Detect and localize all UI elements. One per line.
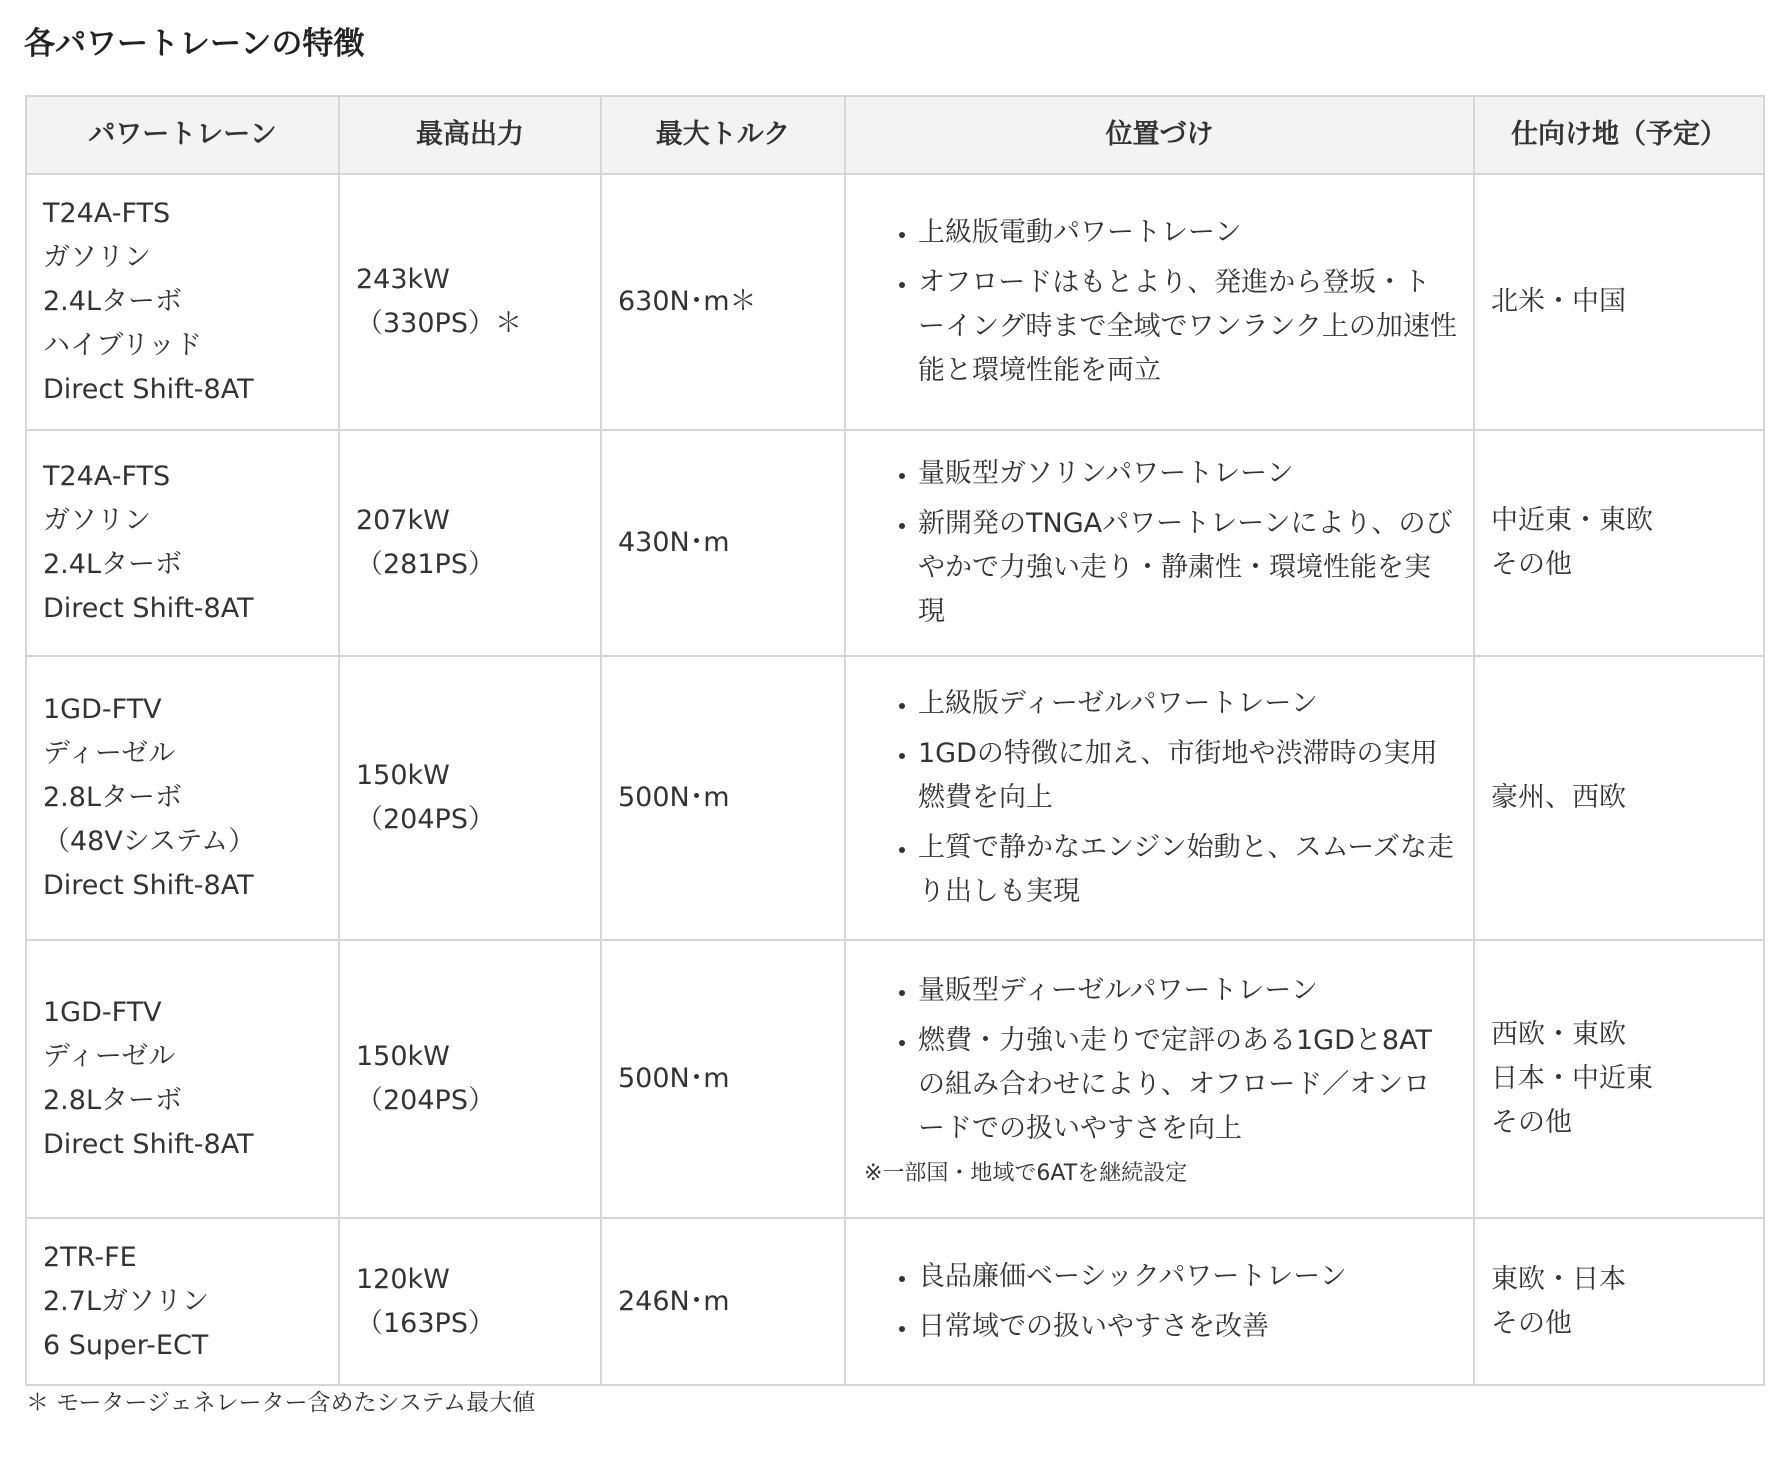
output-line: （204PS） [356, 1085, 495, 1116]
list-item: • オフロードはもとより、発進から登坂・トーイング時まで全域でワンランク上の加速性能と環境性能を両立 [918, 261, 1457, 393]
cell-max-output [339, 656, 601, 940]
powertrain-line: ガソリン [43, 505, 151, 536]
powertrain-line: ディーゼル [43, 738, 176, 769]
destination-line: 日本・中近東 [1491, 1063, 1653, 1094]
table-row [26, 174, 1764, 430]
header-max-torque: 最大トルク [601, 96, 845, 174]
cell-max-torque: 630N･m＊ [601, 174, 845, 430]
header-positioning: 位置づけ [845, 96, 1474, 174]
powertrain-line: T24A-FTS [43, 461, 171, 492]
cell-destination [1474, 940, 1764, 1218]
powertrain-line: 1GD-FTV [43, 997, 162, 1028]
table-row [26, 656, 1764, 940]
header-powertrain: パワートレーン [26, 96, 339, 174]
powertrain-line: 2.4Lターボ [43, 549, 182, 580]
footnote: ＊ モータージェネレーター含めたシステム最大値 [26, 1390, 536, 1416]
powertrain-line: Direct Shift-8AT [43, 593, 254, 624]
destination-line: その他 [1491, 1307, 1572, 1339]
list-item: • 上級版ディーゼルパワートレーン [918, 682, 1457, 726]
powertrain-line: 2.4Lターボ [43, 286, 182, 317]
cell-max-torque: 500N･m [601, 656, 845, 940]
powertrain-line: Direct Shift-8AT [43, 870, 254, 901]
positioning-list [862, 211, 1457, 393]
output-line: （281PS） [356, 549, 495, 580]
positioning-list [862, 452, 1457, 634]
cell-max-output [339, 430, 601, 656]
cell-positioning [845, 940, 1474, 1218]
powertrain-line: 2.8Lターボ [43, 1085, 182, 1116]
list-item: • 量販型ディーゼルパワートレーン [918, 969, 1457, 1013]
output-line: 120kW [356, 1263, 450, 1295]
cell-positioning [845, 174, 1474, 430]
output-line: （330PS）＊ [356, 308, 522, 339]
powertrain-line: （48Vシステム） [43, 826, 256, 857]
list-item: • 量販型ガソリンパワートレーン [918, 452, 1457, 496]
output-line: 207kW [356, 505, 450, 536]
powertrain-line: Direct Shift-8AT [43, 1129, 254, 1160]
output-line: （163PS） [356, 1307, 495, 1339]
destination-line: 中近東・東欧 [1491, 505, 1653, 536]
destination-line: その他 [1491, 549, 1572, 580]
cell-max-torque: 500N･m [601, 940, 845, 1218]
table-row [26, 940, 1764, 1218]
positioning-note: ※一部国・地域で6ATを継続設定 [864, 1161, 1188, 1186]
powertrain-line: ハイブリッド [43, 330, 203, 361]
cell-max-torque: 246N･m [601, 1218, 845, 1385]
cell-positioning [845, 1218, 1474, 1385]
powertrain-line: 2.8Lターボ [43, 782, 182, 813]
list-item: • 新開発のTNGAパワートレーンにより、のびやかで力強い走り・静粛性・環境性能を実現 [918, 502, 1457, 634]
destination-line: 北米・中国 [1491, 286, 1626, 317]
powertrain-line: ディーゼル [43, 1041, 176, 1072]
cell-positioning [845, 656, 1474, 940]
powertrain-line: 6 Super-ECT [43, 1329, 209, 1361]
powertrain-line: ガソリン [43, 242, 151, 273]
positioning-list [862, 682, 1457, 914]
table-row [26, 1218, 1764, 1385]
destination-line: その他 [1491, 1107, 1572, 1138]
powertrain-table [25, 95, 1765, 1386]
list-item: • 上質で静かなエンジン始動と、スムーズな走り出しも実現 [918, 826, 1457, 914]
positioning-list [862, 969, 1457, 1151]
powertrain-line: 2.7Lガソリン [43, 1285, 209, 1317]
cell-powertrain [26, 174, 339, 430]
list-item: • 良品廉価ベーシックパワートレーン [918, 1255, 1457, 1299]
header-max-output: 最高出力 [339, 96, 601, 174]
cell-destination [1474, 656, 1764, 940]
powertrain-line: T24A-FTS [43, 198, 171, 229]
cell-max-output [339, 940, 601, 1218]
cell-max-torque: 430N･m [601, 430, 845, 656]
cell-powertrain [26, 430, 339, 656]
list-item: • 上級版電動パワートレーン [918, 211, 1457, 255]
powertrain-line: 2TR-FE [43, 1241, 137, 1273]
powertrain-line: Direct Shift-8AT [43, 374, 254, 405]
cell-positioning [845, 430, 1474, 656]
list-item: • 日常域での扱いやすさを改善 [918, 1305, 1457, 1349]
table-header-row [26, 96, 1764, 174]
table-body [26, 174, 1764, 1385]
cell-powertrain [26, 1218, 339, 1385]
section-title: 各パワートレーンの特徴 [24, 26, 365, 62]
powertrain-line: 1GD-FTV [43, 694, 162, 725]
destination-line: 東欧・日本 [1491, 1263, 1626, 1295]
cell-destination [1474, 1218, 1764, 1385]
list-item: • 燃費・力強い走りで定評のある1GDと8ATの組み合わせにより、オフロード／オンロードでの扱いやすさを向上 [918, 1019, 1457, 1151]
cell-powertrain [26, 940, 339, 1218]
output-line: （204PS） [356, 804, 495, 835]
list-item: • 1GDの特徴に加え、市街地や渋滞時の実用燃費を向上 [918, 732, 1457, 820]
cell-destination [1474, 174, 1764, 430]
output-line: 150kW [356, 1041, 450, 1072]
destination-line: 西欧・東欧 [1491, 1019, 1626, 1050]
positioning-list [862, 1255, 1457, 1349]
cell-max-output [339, 174, 601, 430]
output-line: 150kW [356, 760, 450, 791]
output-line: 243kW [356, 264, 450, 295]
cell-max-output [339, 1218, 601, 1385]
cell-powertrain [26, 656, 339, 940]
cell-destination [1474, 430, 1764, 656]
table-row [26, 430, 1764, 656]
destination-line: 豪州、西欧 [1491, 782, 1626, 813]
header-destination: 仕向け地（予定） [1474, 96, 1764, 174]
